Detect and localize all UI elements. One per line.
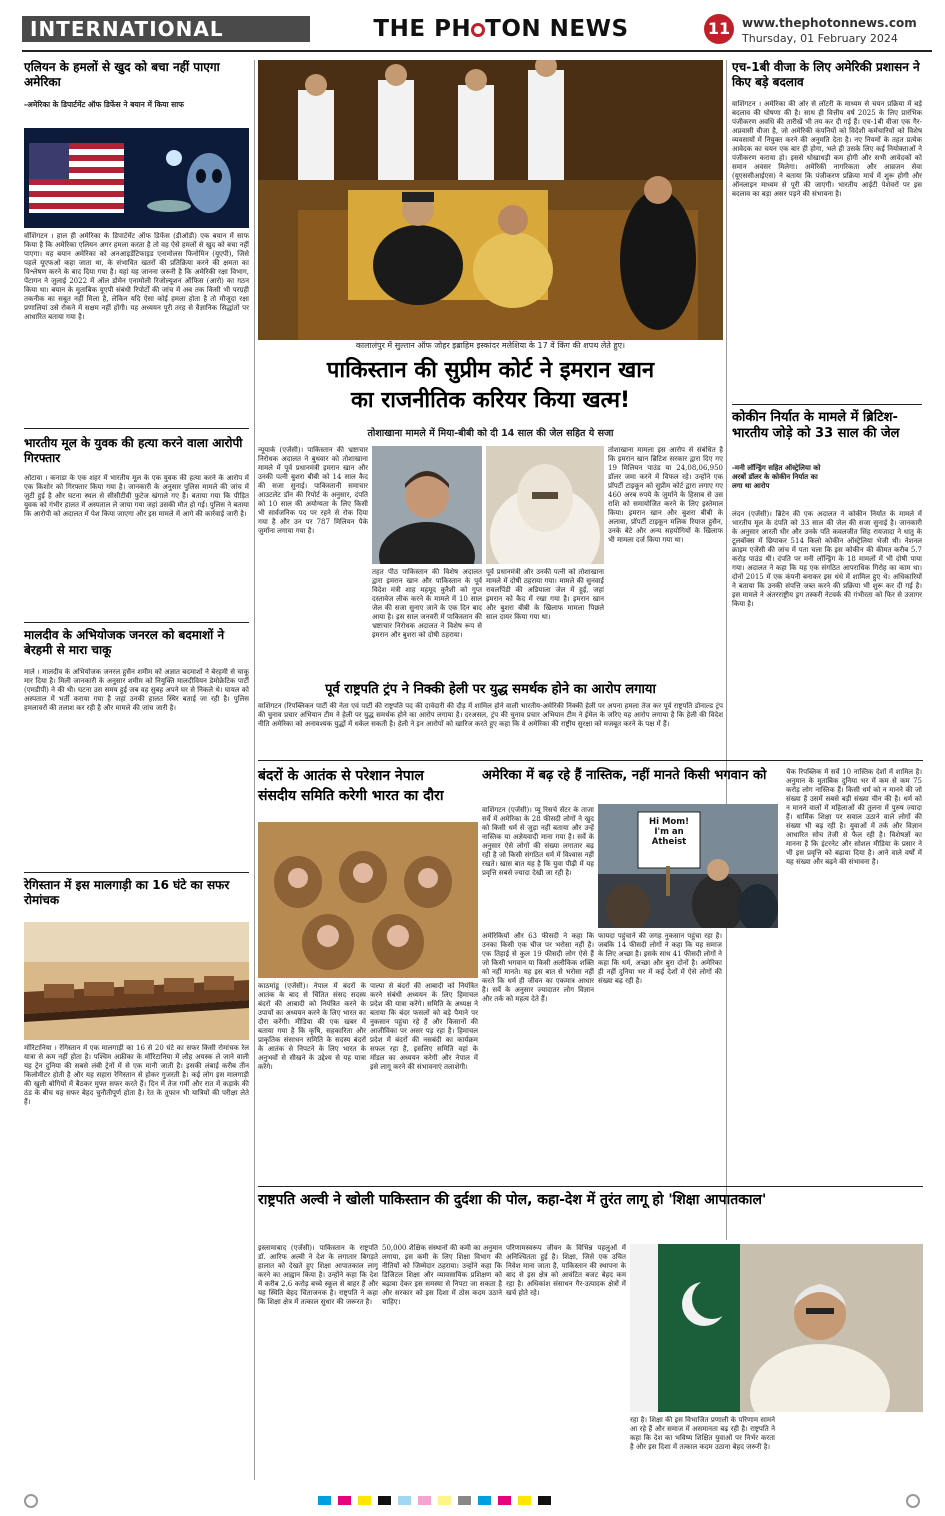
divider — [24, 428, 249, 429]
atheist-sign-text: Hi Mom! I'm an Atheist — [648, 817, 690, 847]
swatch — [378, 1496, 391, 1505]
imran-headline-line-2: का राजनीतिक करियर किया खत्म! — [350, 387, 631, 413]
swatch — [418, 1496, 431, 1505]
cocaine-subhead: -मनी लॉन्ड्रिंग सहित ऑस्ट्रेलिया को अरबों डॉलर के कोकीन निर्यात का लगा था आरोप — [732, 464, 821, 491]
murder-headline: भारतीय मूल के युवक की हत्या करने वाला आरोपी गिरफ्तार — [24, 436, 243, 465]
trump-headline: पूर्व राष्ट्रपति ट्रंप ने निक्की हेली पर युद्ध समर्थक होने का आरोप लगाया — [325, 682, 656, 697]
swatch — [458, 1496, 471, 1505]
page-number: 11 — [704, 14, 734, 44]
paper-name — [366, 16, 636, 42]
swatch — [478, 1496, 491, 1505]
h1b-body: वाशिंगटन । अमेरिका की ओर से लॉटरी के माध्यम से चयन प्रक्रिया में बड़े बदलाव की घोषणा की है। साथ ही वित्तीय वर्ष 2025 के लिए प्रारंभिक पंजीकरण अवधि की तारीखें भी तय कर दी गई हैं। एच-1बी वीजा एक गैर-अप्रवासी वीजा है, जो अमेरिकी कंपनियों को विदेशी कर्मचारियों को विशेष व्यवसायों में नियुक्त करने की अनुमति देता है। नए नियमों के तहत प्रत्येक आवेदक का चयन एक बार ही होगा, भले ही उसके लिए कई नियोक्ताओं ने पंजीकरण कराया हो। इससे धोखाधड़ी कम होगी और सभी आवेदकों को समान अवसर मिलेगा। अमेरिकी नागरिकता और आव्रजन सेवा (यूएससीआईएस) ने बताया कि पंजीकरण प्रक्रिया मार्च में शुरू होगी और ऑनलाइन माध्यम से पूरी की जाएगी। भारतीय आईटी पेशेवरों पर इस बदलाव का बड़ा असर पड़ने की संभावना है। — [732, 100, 922, 198]
atheist-body-col1: वाशिंगटन (एजेंसी)। प्यू रिसर्च सेंटर के ताजा सर्वे में अमेरिका के 28 फीसदी लोगों ने खुद को किसी धर्म से जुड़ा नहीं बताया और उन्हें नास्तिक या अज्ञेयवादी माना गया है। सर्वे के अनुसार ऐसे लोगों की संख्या लगातार बढ़ रही है जो किसी संगठित धर्म में विश्वास नहीं रखते। खास बात यह है कि युवा पीढ़ी में यह प्रवृत्ति सबसे ज्यादा देखी जा रही है। — [482, 806, 594, 877]
imran-headline — [258, 356, 723, 415]
alien-subhead: -अमेरिका के डिपार्टमेंट ऑफ डिफेंस ने बयान में किया साफ — [24, 100, 184, 109]
nepal-body-col2: पाल्पा से बंदरों की आबादी को नियंत्रित करने संबंधी अध्ययन के लिए हिमाचल प्रदेश की यात्रा करेंगे। समिति के अध्यक्ष ने बताया कि बंदर फसलों को बड़े पैमाने पर नुकसान पहुंचा रहे हैं और किसानों की आजीविका पर असर पड़ रहा है। हिमाचल प्रदेश में बंदरों की नसबंदी का कार्यक्रम सफल रहा है, इसलिए समिति वहां के मॉडल का अध्ययन करेगी और नेपाल में इसे लागू करने की संभावनाएं तलाशेगी। — [370, 982, 478, 1071]
swatch — [358, 1496, 371, 1505]
section-tag: INTERNATIONAL — [22, 16, 310, 42]
atheist-body-col3: फायदा पहुंचाने की जगह नुकसान पहुंचा रहा है। जबकि 14 फीसदी लोगों ने कहा कि यह समाज के लिए अच्छा है। इसके साथ 41 फीसदी लोगों ने कहा कि धर्म, अच्छा और बुरा दोनों है। अमेरिका ही नहीं दुनिया भर में कई देशों में ऐसे लोगों की संख्या बढ़ रही है। — [598, 932, 722, 985]
swatch — [498, 1496, 511, 1505]
h1b-headline: एच-1बी वीजा के लिए अमेरिकी प्रशासन ने किए बड़े बदलाव — [732, 60, 920, 89]
trump-body: वाशिंगटन (रिपब्लिकन पार्टी की नेता एवं पार्टी की राष्ट्रपति पद की दावेदारी की दौड़ में शामिल होने वाली भारतीय-अमेरिकी निक्की हेली पर अपना हमला तेज कर पूर्व राष्ट्रपति डोनाल्ड ट्रंप की चुनाव प्रचार अभियान टीम ने हेली पर युद्ध समर्थक होने का आरोप लगाया है। दरअसल, ट्रंप की चुनाव प्रचार अभियान टीम ने ईमेल के जरिए यह आरोप लगाया है कि हेली की विदेश नीति अमेरिका को अनावश्यक युद्धों में धकेल सकती है। हेली ने इन आरोपों को खारिज करते हुए कहा कि वे अमेरिका की राष्ट्रीय सुरक्षा को मजबूत करने के पक्ष में हैं। — [258, 702, 723, 728]
swatch — [318, 1496, 331, 1505]
photon-logo-icon — [471, 23, 485, 37]
king-oath-caption: कालालंपुर में सुल्तान ऑफ जोहर इब्राहिम इस्कांदर मलेशिया के 17 वें किंग की शपथ लेते हुए। — [355, 341, 626, 350]
issue-date: Thursday, 01 February 2024 — [742, 32, 898, 45]
swatch — [338, 1496, 351, 1505]
imran-body-col3: पूर्व प्रधानमंत्री और उनकी पत्नी को तोशाखाना मामले में दोषी ठहराया गया। मामले की सुनवाई रावलपिंडी की अडियाला जेल में हुई, जहां इमरान को कैद में रखा गया है। इमरान खान और बुशरा बीबी के खिलाफ मामला पिछले साल दायर किया गया था। — [486, 568, 604, 621]
atheist-body-col2: अमेरिकियों और 63 फीसदी ने कहा कि उनका किसी एक चीज पर भरोसा नहीं है। एक तिहाई से कुल 19 फीसदी लोग ऐसे हैं जो किसी भगवान या किसी अलौकिक शक्ति को नहीं मानते। यह इस बात से भरोसा नहीं करते कि धर्म ही जीवन का एकमात्र आधार है। सर्वे के अनुसार ज्यादातर लोग विज्ञान और तर्क को महत्व देते हैं। — [482, 932, 594, 1003]
monkeys-photo — [258, 822, 478, 978]
paper-name-left: THE PH — [373, 16, 472, 42]
swatch — [518, 1496, 531, 1505]
imran-body-col2: तहत पीठ पाकिस्तान की विशेष अदालत द्वारा इमरान खान और पाकिस्तान के पूर्व विदेश मंत्री शाह महमूद कुरैशी को गुप्त दस्तावेज लीक करने के मामले में 10 साल जेल की सजा सुनाए जाने के एक दिन बाद आया है। इस साल जनवरी में पाकिस्तान की भ्रष्टाचार निरोधक अदालत ने विशेष रूप से इमरान और बुशरा को दोषी ठहराया। — [372, 568, 482, 639]
cocaine-body: लंदन (एजेंसी)। ब्रिटेन की एक अदालत ने कोकीन निर्यात के मामले में भारतीय मूल के दंपति को 33 साल की जेल की सजा सुनाई है। जानकारी के अनुसार आरती धीर और उनके पति कवलजीत सिंह रायजादा ने धातु के टूलबॉक्स में छिपाकर 514 किलो कोकीन ऑस्ट्रेलिया भेजी थी। नेशनल क्राइम एजेंसी की जांच में पता चला कि इस कोकीन की कीमत करीब 5.7 करोड़ पाउंड थी। दंपति पर मनी लॉन्ड्रिंग के 18 मामलों में भी दोषी पाया गया। अदालत ने कहा कि यह एक संगठित आपराधिक गिरोह का काम था। दोनों 2015 में एक कंपनी बनाकर इस धंधे में शामिल हुए थे। अधिकारियों ने बताया कि उनकी संपत्ति जब्त करने की प्रक्रिया भी शुरू कर दी गई है। इस मामले ने अंतरराष्ट्रीय ड्रग तस्करी नेटवर्क की गंभीरता को फिर से उजागर किया है। — [732, 510, 922, 608]
divider — [24, 622, 249, 623]
bushra-photo — [486, 446, 604, 564]
alien-headline: एलियन के हमलों से खुद को बचा नहीं पाएगा अमेरिका — [24, 60, 220, 89]
website[interactable]: www.thephotonnews.com — [742, 16, 917, 30]
divider — [258, 760, 923, 761]
masthead-rule — [22, 50, 932, 52]
king-oath-photo — [258, 60, 723, 340]
nepal-body-col1: काठमांडू (एजेंसी)। नेपाल में बंदरों के आतंक के बाद से चिंतित संसद सदस्य बंदरों की आबादी को नियंत्रित करने के उपायों का अध्ययन करने के लिए भारत का दौरा करेंगी। मीडिया की एक खबर में बताया गया है कि कृषि, सहकारिता और प्राकृतिक संसाधन समिति के सदस्य बंदरों के आतंक से निपटने के लिए भारत के अनुभवों से सीखने के उद्देश्य से यह यात्रा करेंगे। — [258, 982, 366, 1071]
color-bar — [318, 1496, 628, 1505]
divider — [258, 1186, 923, 1187]
alvi-body-col2: 50,000 शैक्षिक संस्थानों की कमी का अनुमान लगाया, इस कमी के लिए शिक्षा विभाग की नीतियों को जिम्मेदार ठहराया। उन्होंने कहा कि डिजिटल शिक्षा और व्यावसायिक प्रशिक्षण को बढ़ावा देकर इस समस्या से निपटा जा सकता है और सरकार को इस दिशा में ठोस कदम उठाने चाहिए। — [382, 1244, 502, 1306]
alvi-body-col1: इस्लामाबाद (एजेंसी)। पाकिस्तान के राष्ट्रपति डॉ. आरिफ अल्वी ने देश के लगातार बिगड़ते हालात को देखते हुए शिक्षा आपातकाल लागू करने का आह्वान किया है। उन्होंने कहा कि देश में करीब 2.6 करोड़ बच्चे स्कूल से बाहर हैं और यह स्थिति बेहद चिंताजनक है। राष्ट्रपति ने कहा कि शिक्षा क्षेत्र में तत्काल सुधार की जरूरत है। — [258, 1244, 378, 1306]
murder-body: ओटावा । कनाडा के एक शहर में भारतीय मूल के एक युवक की हत्या करने के आरोप में एक किशोर को गिरफ्तार किया गया है। जानकारी के अनुसार पुलिस मामले की जांच में जुटी हुई है और घटना स्थल से सीसीटीवी फुटेज खंगाले गए हैं। बताया गया कि पीड़ित युवक को गंभीर हालत में अस्पताल ले जाया गया जहां उसकी मौत हो गई। पुलिस ने बताया कि आरोपी को अदालत में पेश किया जाएगा और इस मामले में आगे की कार्रवाई जारी है। — [24, 474, 249, 518]
maldives-body: माले । मालदीव के अभियोजक जनरल हुसैन शमीम को अज्ञात बदमाशों ने बेरहमी से चाकू मार दिया है। मिली जानकारी के अनुसार शमीम को नियुक्ति मालदीवियन डेमोक्रेटिक पार्टी (एमडीपी) ने की थी। घटना उस समय हुई जब वह सुबह अपने घर से निकले थे। घायल को अस्पताल में भर्ती कराया गया है जहां उनकी हालत स्थिर बताई जा रही है। पुलिस हमलावरों की तलाश कर रही है और मामले की जांच जारी है। — [24, 668, 249, 712]
swatch — [438, 1496, 451, 1505]
alvi-headline: राष्ट्रपति अल्वी ने खोली पाकिस्तान की दुर्दशा की पोल, कहा-देश में तुरंत लागू हो 'शिक्षा आपातकाल' — [258, 1192, 767, 1208]
swatch — [538, 1496, 551, 1505]
train-photo — [24, 922, 249, 1040]
imran-subhead: तोशाखाना मामले में मिया-बीबी को दी 14 साल की जेल सहित ये सजा — [367, 428, 614, 439]
cocaine-headline: कोकीन निर्यात के मामले में ब्रिटिश-भारतीय जोड़े को 33 साल की जेल — [732, 410, 900, 442]
atheist-headline: अमेरिका में बढ़ रहे हैं नास्तिक, नहीं मानते किसी भगवान को — [482, 768, 767, 783]
divider — [732, 404, 922, 405]
atheist-body-col4: चैक रिपब्लिक में सर्वे 10 नास्तिक देशों में शामिल है। अनुमान के मुताबिक दुनिया भर में कम से कम 75 करोड़ लोग नास्तिक हैं। किसी धर्म को न मानने की जो संख्या है उसमें सबसे बड़ी संख्या चीन की है। धर्म को न मानने वालों में महिलाओं की तुलना में पुरुष ज्यादा हैं। धार्मिक शिक्षा पर सवाल उठाने वाले लोगों की संख्या भी बढ़ रही है। युवाओं में तर्क और विज्ञान आधारित सोच तेजी से फैल रही है। विशेषज्ञों का मानना है कि इंटरनेट और सोशल मीडिया के प्रसार ने भी इस प्रवृत्ति को बढ़ावा दिया है। आने वाले वर्षों में यह संख्या और बढ़ने की संभावना है। — [786, 768, 922, 866]
alien-body: वॉशिंगटन । हाल ही अमेरिका के डिपार्टमेंट ऑफ डिफेंस (डीओडी) एक बयान में साफ किया है कि अमेरिका एलियन अगर हमला करता है तो वह ऐसे हमलों से खुद को बचा नहीं पाएगा। यह बयान अमेरिका को अनआइडेंटिफाइड एनामोलस फिनोमिन (यूएपी), जिसे पहले यूएफओ कहा जाता था, के संभावित खतरों की प्रतिक्रिया करने की क्षमता का विश्लेषण करने के बाद दिया गया है। यहां यह जानना जरूरी है कि अमेरिकी रक्षा विभाग, पेंटागन ने जुलाई 2022 में ऑल डोमेन एनामोली रिजोल्यूशन ऑफिस (आरो) का गठन किया था। बयान के मुताबिक यूएपी संबंधी रिपोर्टों की जांच में अब तक किसी भी परग्रही तकनीक का सबूत नहीं मिला है, लेकिन यदि ऐसा कोई हमला होता है तो मौजूदा रक्षा प्रणालियां उसे रोकने में सक्षम नहीं होंगी। यह अध्ययन पूरी तरह से वैज्ञानिक सिद्धांतों पर आधारित बताया गया है। — [24, 232, 249, 321]
train-headline: रेगिस्तान में इस मालगाड़ी का 16 घंटे का सफर रोमांचक — [24, 878, 230, 907]
imran-headline-line-1: पाकिस्तान की सुप्रीम कोर्ट ने इमरान खान — [326, 358, 655, 383]
column-rule — [726, 60, 727, 1240]
registration-mark-icon — [24, 1494, 38, 1508]
column-rule — [254, 60, 255, 1480]
alien-photo — [24, 128, 249, 228]
alvi-photo — [630, 1244, 923, 1412]
alvi-body-col3: परिणामस्वरूप जीवन के विभिन्न पहलुओं में अनिश्चितता हुई है। शिक्षा, जिसे एक उचित निवेश माना जाता है, पाकिस्तान की स्थापना के बाद से इस क्षेत्र को आवंटित बजट बेहद कम रहा है। अधिकांश संसाधन गैर-उत्पादक क्षेत्रों में खर्च होते रहे। — [506, 1244, 626, 1297]
imran-body-col1: न्यूयार्क (एजेंसी)। पाकिस्तान की भ्रष्टाचार निरोधक अदालत ने बुधवार को तोशाखाना मामले में पूर्व प्रधानमंत्री इमरान खान और उनकी पत्नी बुशरा बीबी को 14 साल कैद की सजा सुनाई। पाकिस्तानी समाचार आउटलेट डॉन की रिपोर्ट के अनुसार, दंपति को 10 साल की अयोग्यता के लिए किसी भी सार्वजनिक पद पर रहने से रोक दिया गया है और उन पर 787 मिलियन पैके जुर्माना लगाया गया है। — [258, 446, 368, 535]
atheist-photo — [598, 804, 778, 928]
imran-body-col4: तोशाखाना मामला इस आरोप से संबंधित है कि इमरान खान ब्रिटिश सरकार द्वारा दिए गए 19 मिलियन पाउंड या 24,08,06,950 डॉलर जमा करने में विफल रहे। उन्होंने एक प्रॉपर्टी टाइकून को सुप्रीम कोर्ट द्वारा लगाए गए 460 अरब रुपये के जुर्माने के हिसाब से उस राशि को समायोजित करने के लिए इस्तेमाल किया। इमरान खान और बुशरा बीबी के अलावा, प्रॉपर्टी टाइकून मलिक रियाज हुसैन, उनके बेटे और अन्य सहयोगियों के खिलाफ भी मामला दर्ज किया गया था। — [608, 446, 723, 544]
maldives-headline: मालदीव के अभियोजक जनरल को बदमाशों ने बेरहमी से मारा चाकू — [24, 628, 225, 657]
registration-mark-icon — [906, 1494, 920, 1508]
alvi-body-col4: रहा है। शिक्षा की इस विभाजित प्रणाली के परिणाम सामने आ रहे हैं और समाज में असमानता बढ़ रही है। राष्ट्रपति ने कहा कि देश का भविष्य शिक्षित युवाओं पर निर्भर करता है और इस दिशा में तत्काल कदम उठाना बेहद जरूरी है। — [630, 1416, 775, 1451]
nepal-headline-line-1: बंदरों के आतंक से परेशान नेपाल — [258, 768, 424, 784]
train-body: मॉरिटानिया । रेगिस्तान में एक मालगाड़ी का 16 से 20 घंटे का सफर किसी रोमांचक रेल यात्रा से कम नहीं होता है। पश्चिम अफ्रीका के मॉरिटानिया में लौह अयस्क ले जाने वाली यह ट्रेन दुनिया की सबसे लंबी ट्रेनों में से एक मानी जाती है। इसकी लंबाई करीब तीन किलोमीटर होती है और यह सहारा रेगिस्तान से होकर गुजरती है। कई लोग इस मालगाड़ी की खुली बोगियों में बैठकर मुफ्त सफर करते हैं। दिन में तेज गर्मी और रात में कड़ाके की ठंड के बीच यह सफर बेहद चुनौतीपूर्ण होता है। रेत के तूफान भी यात्रियों की परीक्षा लेते हैं। — [24, 1044, 249, 1106]
imran-photo — [372, 446, 482, 564]
paper-name-right: TON NEWS — [485, 16, 629, 42]
divider — [24, 872, 249, 873]
swatch — [398, 1496, 411, 1505]
nepal-headline-line-2: संसदीय समिति करेगी भारत का दौरा — [258, 788, 444, 805]
nepal-headline — [258, 766, 478, 807]
